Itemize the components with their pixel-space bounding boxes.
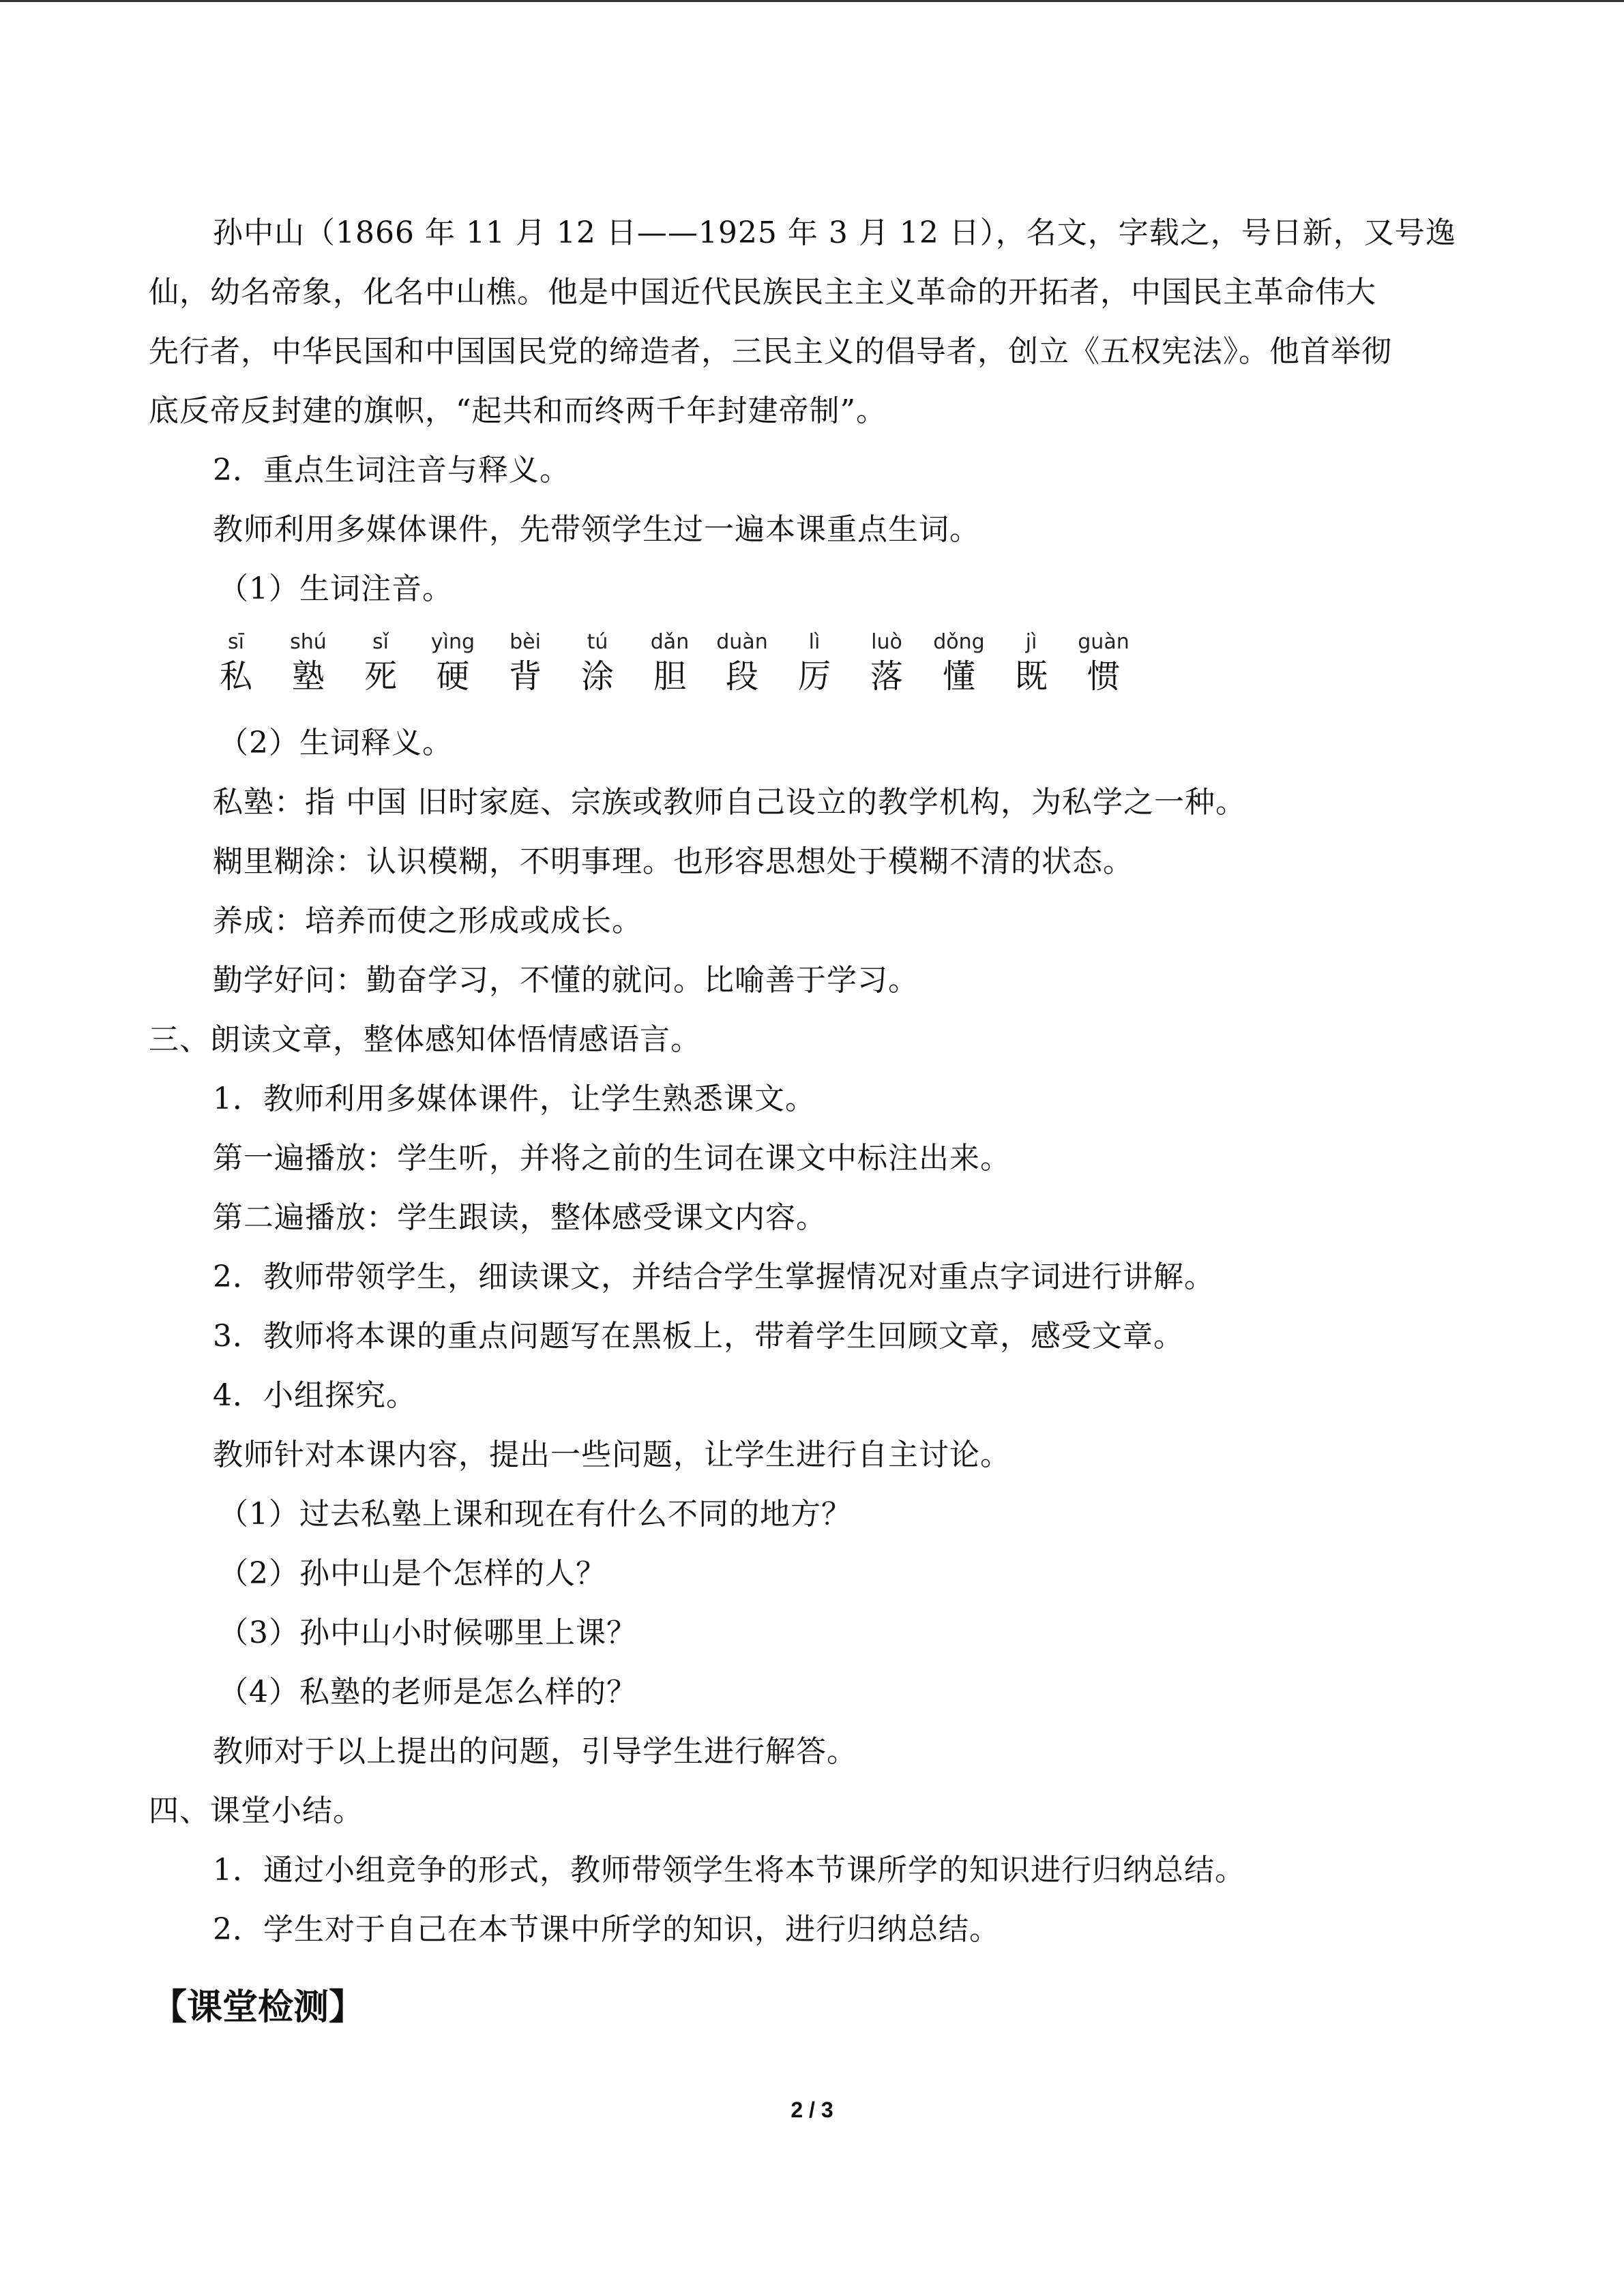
vocab-word xyxy=(995,629,1067,697)
discussion-question: （1）过去私塾上课和现在有什么不同的地方？ xyxy=(218,1497,852,1532)
part3-step1: 1．教师利用多媒体课件，让学生熟悉课文。 xyxy=(213,1082,816,1116)
intro-paragraph-line-1: 孙中山（1866 年 11 月 12 日——1925 年 3 月 12 日），名文，字载之，号日新，又号逸 xyxy=(213,215,1456,250)
vocab-pinyin: jì xyxy=(1025,630,1037,654)
vocab-char: 私 xyxy=(219,657,252,696)
vocab-word xyxy=(344,629,417,697)
part3-play1: 第一遍播放：学生听，并将之前的生词在课文中标注出来。 xyxy=(213,1141,1011,1176)
part3-step4: 4．小组探究。 xyxy=(213,1378,417,1413)
vocab-word xyxy=(489,629,561,697)
vocab-heading: 2．重点生词注音与释义。 xyxy=(213,453,570,488)
vocab-word xyxy=(634,629,706,697)
discussion-question: （3）孙中山小时候哪里上课？ xyxy=(218,1615,637,1650)
vocab-pinyin: shú xyxy=(290,630,327,654)
vocab-char: 涂 xyxy=(580,657,614,696)
definition-item: 养成：培养而使之形成或成长。 xyxy=(213,904,643,938)
vocab-pinyin: yìng xyxy=(430,630,475,654)
intro-paragraph-line-3: 先行者，中华民国和中国国民党的缔造者，三民主义的倡导者，创立《五权宪法》。他首举彻 xyxy=(149,334,1392,369)
vocab-pinyin: dǒng xyxy=(933,630,985,654)
vocab-char: 既 xyxy=(1014,657,1048,696)
vocab-char: 落 xyxy=(870,657,903,696)
vocab-char: 懂 xyxy=(942,657,975,696)
part3-step4-intro: 教师针对本课内容，提出一些问题，让学生进行自主讨论。 xyxy=(213,1437,1011,1472)
vocab-pinyin: dǎn xyxy=(650,630,690,654)
vocab-pinyin: sǐ xyxy=(372,630,389,654)
vocab-pinyin: guàn xyxy=(1078,630,1130,654)
vocab-word xyxy=(200,629,272,697)
vocab-pinyin-row xyxy=(200,629,1140,697)
vocab-pinyin: tú xyxy=(587,630,608,654)
vocab-pinyin: duàn xyxy=(716,630,768,654)
part3-step4-outro: 教师对于以上提出的问题，引导学生进行解答。 xyxy=(213,1734,857,1769)
vocab-pinyin: luò xyxy=(871,630,902,654)
definition-item: 糊里糊涂：认识模糊，不明事理。也形容思想处于模糊不清的状态。 xyxy=(213,844,1134,879)
discussion-question: （2）孙中山是个怎样的人？ xyxy=(218,1556,606,1591)
vocab-char: 背 xyxy=(508,657,542,696)
vocab-word xyxy=(851,629,923,697)
part3-play2: 第二遍播放：学生跟读，整体感受课文内容。 xyxy=(213,1200,827,1235)
definition-item: 私塾：指 中国 旧时家庭、宗族或教师自己设立的教学机构，为私学之一种。 xyxy=(213,785,1246,820)
vocab-pinyin: lì xyxy=(808,630,821,654)
vocab-pinyin: sī xyxy=(228,630,244,654)
vocab-word xyxy=(561,629,634,697)
vocab-pinyin-label: （1）生词注音。 xyxy=(218,571,453,606)
vocab-char: 厉 xyxy=(797,657,831,696)
vocab-char: 胆 xyxy=(653,657,686,696)
vocab-char: 惯 xyxy=(1087,657,1120,696)
vocab-pinyin: bèi xyxy=(510,630,541,654)
part3-step3: 3．教师将本课的重点问题写在黑板上，带着学生回顾文章，感受文章。 xyxy=(213,1319,1184,1354)
vocab-intro: 教师利用多媒体课件，先带领学生过一遍本课重点生词。 xyxy=(213,512,980,547)
vocab-word xyxy=(272,629,344,697)
vocab-word xyxy=(778,629,851,697)
discussion-question: （4）私塾的老师是怎么样的？ xyxy=(218,1675,637,1710)
part3-heading: 三、朗读文章，整体感知体悟情感语言。 xyxy=(149,1022,701,1057)
part4-step1: 1．通过小组竞争的形式，教师带领学生将本节课所学的知识进行归纳总结。 xyxy=(213,1853,1245,1888)
vocab-word xyxy=(923,629,995,697)
vocab-char: 死 xyxy=(364,657,397,696)
vocab-word xyxy=(706,629,778,697)
intro-paragraph-line-4: 底反帝反封建的旗帜，“起共和而终两千年封建帝制”。 xyxy=(149,393,887,428)
section-title: 【课堂检测】 xyxy=(151,1987,365,2028)
vocab-meaning-label: （2）生词释义。 xyxy=(218,726,453,760)
part4-heading: 四、课堂小结。 xyxy=(149,1793,364,1828)
page-number: 2 / 3 xyxy=(791,2098,833,2122)
intro-paragraph-line-2: 仙，幼名帝象，化名中山樵。他是中国近代民族民主主义革命的开拓者，中国民主革命伟大 xyxy=(149,275,1376,310)
vocab-word xyxy=(1067,629,1140,697)
definition-item: 勤学好问：勤奋学习，不懂的就问。比喻善于学习。 xyxy=(213,963,919,998)
vocab-char: 硬 xyxy=(436,657,469,696)
vocab-word xyxy=(417,629,489,697)
vocab-char: 段 xyxy=(725,657,758,696)
part3-step2: 2．教师带领学生，细读课文，并结合学生掌握情况对重点字词进行讲解。 xyxy=(213,1259,1215,1294)
vocab-char: 塾 xyxy=(291,657,325,696)
part4-step2: 2．学生对于自己在本节课中所学的知识，进行归纳总结。 xyxy=(213,1912,1000,1947)
